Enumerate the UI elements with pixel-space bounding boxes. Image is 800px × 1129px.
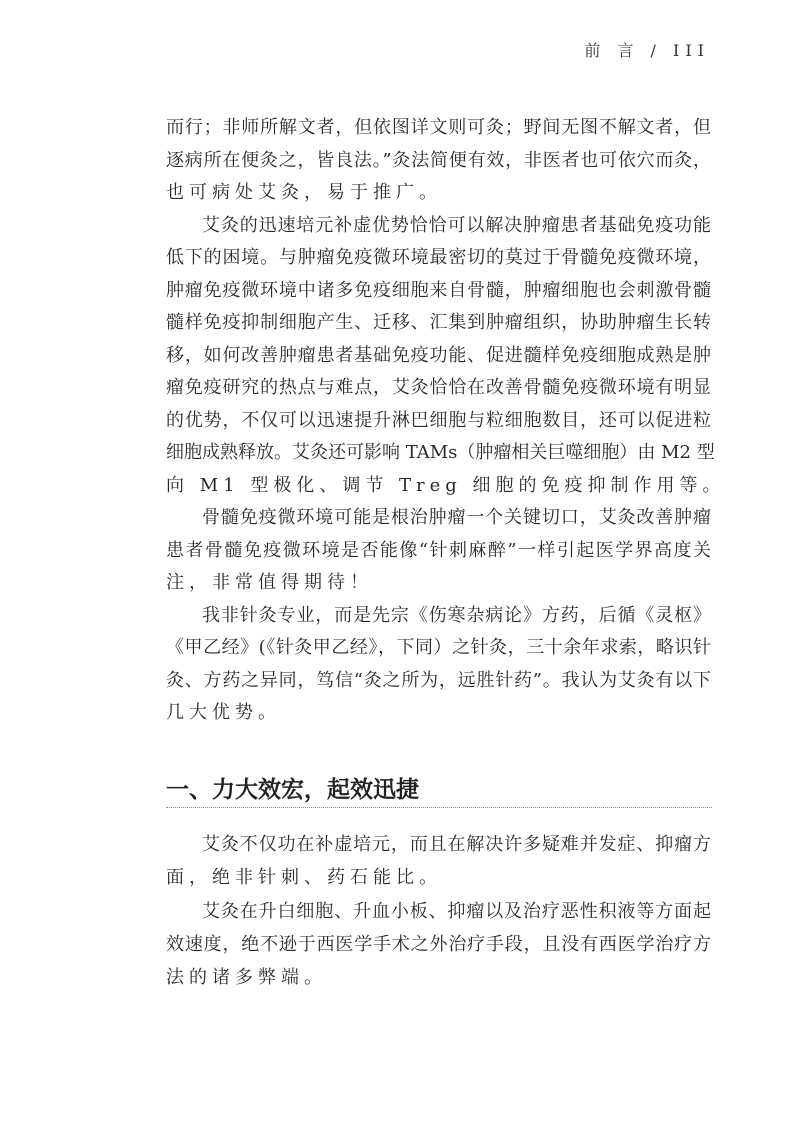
- paragraph-line: 效速度，绝不逊于西医学手术之外治疗手段，且没有西医学治疗方: [166, 934, 711, 955]
- paragraph-line: 注，非常值得期待！: [166, 572, 373, 593]
- paragraph-line: 艾灸的迅速培元补虚优势恰恰可以解决肿瘤患者基础免疫功能: [202, 215, 711, 236]
- paragraph-line: 灸、方药之异同，笃信“灸之所为，远胜针药”。我认为艾灸有以下: [166, 670, 711, 691]
- paragraph-line: 几大优势。: [166, 702, 281, 723]
- paragraph-line: 我非针灸专业，而是先宗《伤寒杂病论》方药，后循《灵枢》: [202, 605, 711, 626]
- section-heading: 一、力大效宏，起效迅捷: [166, 777, 419, 803]
- page-number: III: [673, 41, 710, 60]
- paragraph-line: 而行；非师所解文者，但依图详文则可灸；野间无图不解文者，但: [166, 117, 711, 138]
- paragraph-line: 细胞成熟释放。艾灸还可影响 TAMs（肿瘤相关巨噬细胞）由 M2 型: [166, 442, 715, 463]
- paragraph-line: 移，如何改善肿瘤患者基础免疫功能、促进髓样免疫细胞成熟是肿: [166, 345, 711, 366]
- paragraph-line: 艾灸不仅功在补虚培元，而且在解决许多疑难并发症、抑瘤方: [202, 834, 711, 855]
- paragraph-line: 瘤免疫研究的热点与难点，艾灸恰恰在改善骨髓免疫微环境有明显: [166, 377, 711, 398]
- paragraph-line: 艾灸在升白细胞、升血小板、抑瘤以及治疗恶性积液等方面起: [202, 901, 711, 922]
- header-section: 前 言: [584, 41, 640, 60]
- paragraph-line: 也可病处艾灸，易于推广。: [166, 182, 442, 203]
- paragraph-line: 的优势，不仅可以迅速提升淋巴细胞与粒细胞数目，还可以促进粒: [166, 410, 711, 431]
- paragraph-line: 骨髓免疫微环境可能是根治肿瘤一个关键切口，艾灸改善肿瘤: [202, 507, 711, 528]
- paragraph-line: 髓样免疫抑制细胞产生、迁移、汇集到肿瘤组织，协助肿瘤生长转: [166, 312, 711, 333]
- header-separator: /: [650, 41, 662, 60]
- paragraph-line: 患者骨髓免疫微环境是否能像“针刺麻醉”一样引起医学界高度关: [166, 540, 711, 561]
- paragraph-line: 逐病所在便灸之，皆良法。”灸法简便有效，非医者也可依穴而灸，: [166, 150, 711, 171]
- paragraph-line: 向 M1 型极化、调节 Treg 细胞的免疫抑制作用等。: [166, 475, 726, 496]
- heading-divider: [166, 807, 712, 808]
- paragraph-line: 肿瘤免疫微环境中诸多免疫细胞来自骨髓，肿瘤细胞也会刺激骨髓: [166, 280, 711, 301]
- paragraph-line: 《甲乙经》(《针灸甲乙经》，下同）之针灸，三十余年求索，略识针: [166, 637, 711, 658]
- paragraph-line: 法的诸多弊端。: [166, 967, 327, 988]
- running-header: [584, 38, 710, 61]
- paragraph-line: 面，绝非针刺、药石能比。: [166, 867, 442, 888]
- paragraph-line: 低下的困境。与肿瘤免疫微环境最密切的莫过于骨髓免疫微环境，: [166, 247, 711, 268]
